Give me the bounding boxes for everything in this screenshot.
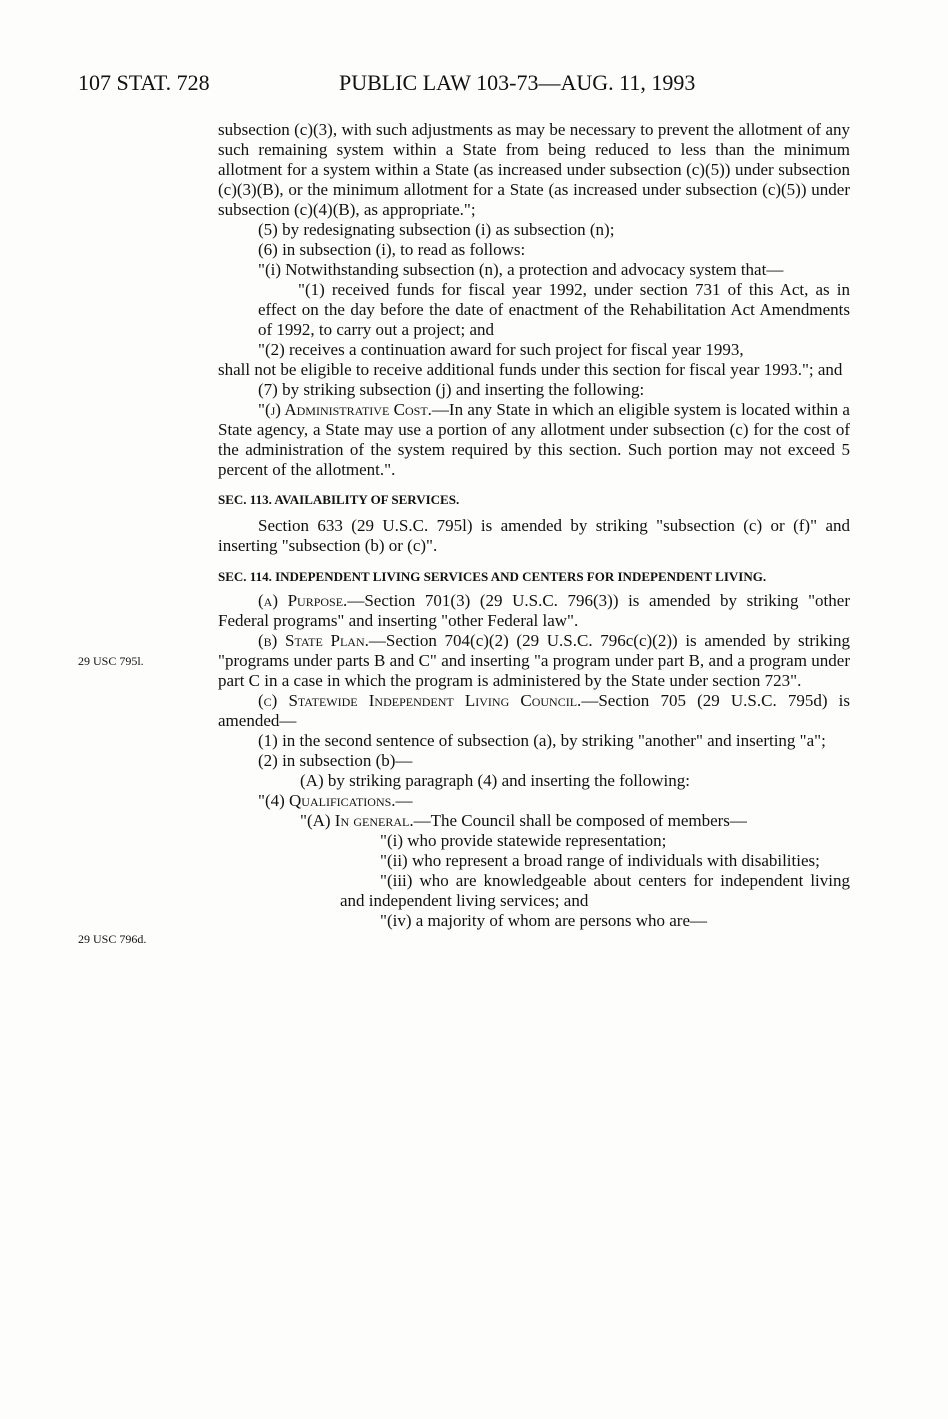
paragraph: (1) in the second sentence of subsection (a), by striking "another" and inserting "a"; — [258, 731, 826, 750]
paragraph: shall not be eligible to receive additional funds under this section for fiscal year 1993."; and — [218, 360, 843, 379]
paragraph: Section 633 (29 U.S.C. 795l) is amended by striking "subsection (c) or (f)" and inserting "subsection (b) or (c)". — [218, 516, 850, 555]
paragraph: "(iv) a majority of whom are persons who are— — [380, 911, 708, 930]
section-heading-113: SEC. 113. AVAILABILITY OF SERVICES. — [218, 492, 460, 507]
paragraph: "(1) received funds for fiscal year 1992, under section 731 of this Act, as in effect on the day before the date of enactment of the Rehabilitation Act Amendments of 1992, to carry out a project; and — [258, 280, 850, 339]
paragraph — [218, 400, 850, 480]
statute-body — [218, 120, 850, 931]
subsection-text: —Section 704(c)(2) (29 U.S.C. 796c(c)(2)) is amended by striking "programs under parts B and C" and inserting "a program under part B, and a program under part C in a case in which the program is administered by the State under section 723". — [218, 631, 850, 690]
margin-note-796d: 29 USC 796d. — [78, 932, 147, 946]
paragraph — [218, 811, 850, 831]
subsection-heading: "(j) Administrative Cost. — [258, 400, 432, 419]
paragraph — [218, 631, 850, 691]
paragraph: "(ii) who represent a broad range of individuals with disabilities; — [380, 851, 820, 870]
paragraph: (A) by striking paragraph (4) and inserting the following: — [300, 771, 690, 790]
paragraph: "(i) who provide statewide representation; — [380, 831, 667, 850]
subparagraph-text: —The Council shall be composed of members— — [413, 811, 747, 830]
section-heading-114: SEC. 114. INDEPENDENT LIVING SERVICES AND CENTERS FOR INDEPENDENT LIVING. — [218, 569, 767, 584]
subsection-text: —Section 701(3) (29 U.S.C. 796(3)) is amended by striking "other Federal programs" and inserting "other Federal law". — [218, 591, 850, 630]
paragraph: "(2) receives a continuation award for such project for fiscal year 1993, — [258, 340, 744, 359]
stat-page-number: 107 STAT. 728 — [78, 70, 210, 95]
page-header — [78, 70, 898, 100]
law-title: PUBLIC LAW 103-73—AUG. 11, 1993 — [339, 70, 696, 95]
subparagraph-heading: "(A) In general. — [300, 811, 414, 830]
subsection-text: —In any State in which an eligible system is located within a State agency, a State may use a portion of any allotment under subsection (c) for the cost of the administration of the system required by this section. Such portion may not exceed 5 percent of the allotment.". — [218, 400, 850, 479]
paragraph — [218, 591, 850, 631]
paragraph: (5) by redesignating subsection (i) as subsection (n); — [258, 220, 615, 239]
subsection-text: —Section 705 (29 U.S.C. 795d) is amended— — [218, 691, 850, 730]
paragraph — [218, 791, 850, 811]
subsection-heading: (b) State Plan. — [258, 631, 369, 650]
paragraph: "(iii) who are knowledgeable about centers for independent living and independent living services; and — [340, 871, 850, 910]
paragraph: subsection (c)(3), with such adjustments as may be necessary to prevent the allotment of any such remaining system within a State from being reduced to less than the minimum allotment for a system within a State (as increased under subsection (c)(5)) under subsection (c)(3)(B), or the minimum allotment for a State (as increased under subsection (c)(5)) under subsection (c)(4)(B), as appropriate."; — [218, 120, 850, 219]
paragraph: "(i) Notwithstanding subsection (n), a protection and advocacy system that— — [258, 260, 784, 279]
paragraph-heading: "(4) Qualifications.— — [258, 791, 413, 810]
subsection-heading: (c) Statewide Independent Living Council. — [258, 691, 582, 710]
paragraph: (6) in subsection (i), to read as follows: — [258, 240, 526, 259]
paragraph: (7) by striking subsection (j) and inserting the following: — [258, 380, 645, 399]
subsection-heading: (a) Purpose. — [258, 591, 348, 610]
margin-note-795l: 29 USC 795l. — [78, 654, 144, 668]
paragraph: (2) in subsection (b)— — [258, 751, 413, 770]
paragraph — [218, 691, 850, 731]
